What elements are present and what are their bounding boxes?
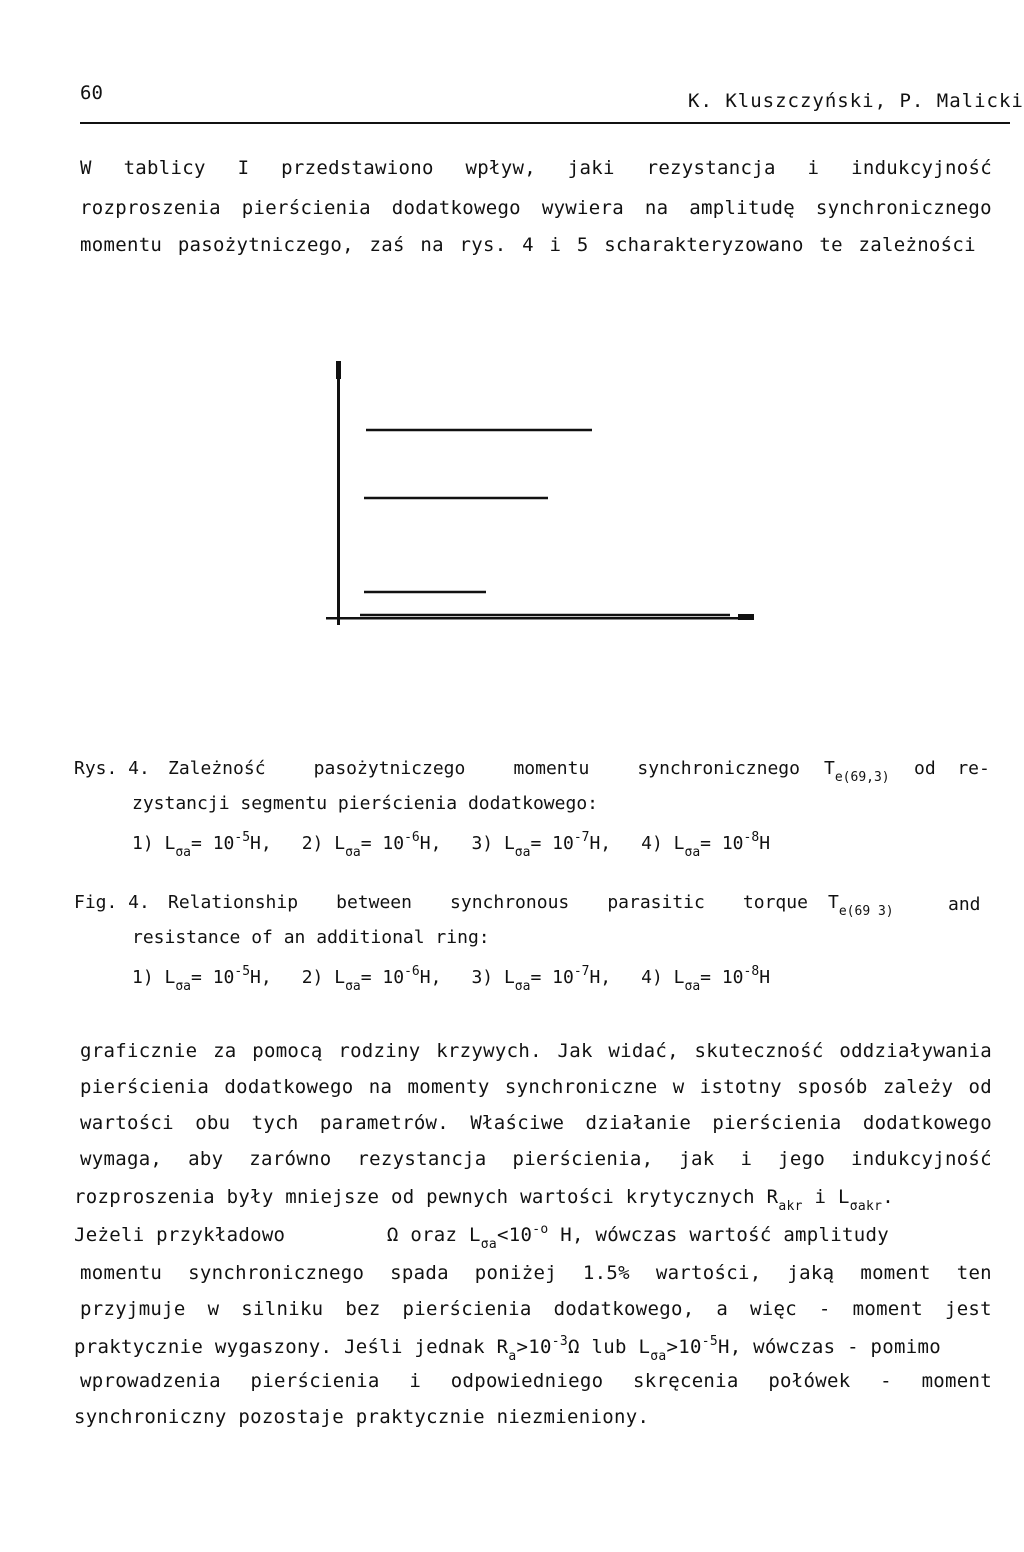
y-axis <box>337 363 340 625</box>
word: te <box>819 234 843 256</box>
word: zarówno <box>249 1148 332 1170</box>
word: momentu <box>80 234 163 256</box>
word: wywiera <box>541 197 625 219</box>
body-line-11: synchroniczny pozostaje praktycznie niezmieniony. <box>74 1406 650 1428</box>
word: rezystancja <box>646 157 776 179</box>
x-axis-arrow <box>738 614 754 620</box>
x-axis <box>326 617 752 620</box>
word: wymaga, <box>80 1148 163 1170</box>
word: od <box>968 1076 992 1098</box>
caption-en-inductance-list <box>132 964 770 994</box>
caption-pl-line-1 <box>168 758 800 779</box>
word: pasożytniczego, <box>177 234 354 256</box>
caption-en-line-2: resistance of an additional ring: <box>132 927 490 948</box>
word: dodatkowego, <box>553 1298 695 1320</box>
word: wartości <box>80 1112 174 1134</box>
intro-line-2 <box>80 197 992 219</box>
word: momenty <box>407 1076 490 1098</box>
body-line-7 <box>80 1262 992 1284</box>
word: scharakteryzowano <box>604 234 804 256</box>
word: jego <box>778 1148 826 1170</box>
word: rodziny <box>338 1040 421 1062</box>
word: wprowadzenia <box>80 1370 221 1392</box>
word: pierścienia, <box>512 1148 654 1170</box>
body-line-3 <box>80 1112 992 1134</box>
word: oddziaływania <box>839 1040 992 1062</box>
word: i <box>807 157 820 179</box>
word: pierścienia <box>241 197 371 219</box>
word: pomocą <box>252 1040 323 1062</box>
word: W <box>80 157 92 179</box>
figure-4-plot <box>320 355 770 635</box>
word: widać, <box>608 1040 679 1062</box>
intro-line-3 <box>80 234 976 256</box>
word: pierścienia <box>402 1298 532 1320</box>
inductance-item: 3) $L_{\sigma a}= 10^{-7}H$, <box>471 964 612 994</box>
word: moment <box>852 1298 924 1320</box>
inductance-item: 2) $L_{\sigma a}= 10^{-6}H$, <box>301 964 442 994</box>
word: zaś <box>369 234 405 256</box>
caption-en-line-1 <box>168 892 808 913</box>
word: - <box>818 1298 831 1320</box>
word: amplitudę <box>689 197 795 219</box>
caption-pl-inductance-list <box>132 830 770 860</box>
word: w <box>207 1298 220 1320</box>
body-line-1 <box>80 1040 992 1062</box>
word: pierścienia <box>250 1370 380 1392</box>
word: ten <box>956 1262 992 1284</box>
word: synchronous <box>450 892 570 913</box>
inductance-item: 1) $L_{\sigma a}= 10^{-5}H$, <box>132 964 272 994</box>
inductance-item: 3) $L_{\sigma a}= 10^{-7}H$, <box>471 830 612 860</box>
word: 5 <box>576 234 589 256</box>
body-line-8 <box>80 1298 992 1320</box>
word: pierścienia <box>712 1112 842 1134</box>
word: a <box>716 1298 729 1320</box>
word: indukcyjność <box>851 1148 992 1170</box>
word: jest <box>944 1298 992 1320</box>
caption-pl-line-2: zystancji segmentu pierścienia dodatkowego: <box>132 793 598 814</box>
word: bez <box>345 1298 381 1320</box>
word: dodatkowego <box>862 1112 992 1134</box>
word: parametrów. <box>319 1112 450 1134</box>
body-line-10 <box>80 1370 992 1392</box>
word: Właściwe <box>470 1112 565 1134</box>
word: indukcyjność <box>851 157 992 179</box>
word: synchronicznego <box>188 1262 365 1284</box>
intro-line-1 <box>80 157 992 179</box>
word: istotny <box>699 1076 782 1098</box>
word: wpływ, <box>465 157 536 179</box>
running-header-authors: K. Kluszczyński, P. Malicki <box>688 90 1024 112</box>
page-number: 60 <box>80 82 103 104</box>
word: jaką <box>787 1262 835 1284</box>
word: - <box>880 1370 892 1392</box>
inductance-item: 4) $L_{\sigma a}= 10^{-8}H$ <box>641 964 771 994</box>
body-line-6: Jeżeli przykładowo Ω oraz $L_{\sigma a}<10^{-o}$ H, wówczas wartość amplitudy <box>74 1222 889 1252</box>
inductance-item: 2) $L_{\sigma a}= 10^{-6}H$, <box>301 830 442 860</box>
word: i <box>740 1148 753 1170</box>
word: połówek <box>768 1370 851 1392</box>
word: momentu <box>80 1262 163 1284</box>
word: krzywych. <box>436 1040 542 1062</box>
header-rule <box>80 122 1010 124</box>
word: przedstawiono <box>281 157 434 179</box>
word: w <box>672 1076 685 1098</box>
word: Relationship <box>168 892 299 913</box>
word: parasitic <box>607 892 705 913</box>
inductance-item: 1) $L_{\sigma a}= 10^{-5}H$, <box>132 830 272 860</box>
word: zależy <box>882 1076 954 1098</box>
word: rezystancja <box>357 1148 487 1170</box>
caption-pl-label: Rys. 4. <box>74 758 150 779</box>
word: i <box>549 234 562 256</box>
word: jaki <box>567 157 615 179</box>
word: pasożytniczego <box>313 758 466 779</box>
word: działanie <box>585 1112 692 1134</box>
inductance-item: 4) $L_{\sigma a}= 10^{-8}H$ <box>641 830 771 860</box>
word: rys. <box>459 234 507 256</box>
word: poniżej <box>474 1262 557 1284</box>
word: synchronicznego <box>815 197 992 219</box>
word: odpowiedniego <box>450 1370 604 1392</box>
word: torque <box>742 892 808 913</box>
word: moment <box>921 1370 992 1392</box>
word: dodatkowego <box>224 1076 354 1098</box>
caption-en-torque-symbol: $T_{e(69 3)}$ <box>828 892 894 919</box>
word: za <box>213 1040 237 1062</box>
word: dodatkowego <box>391 197 521 219</box>
word: i <box>409 1370 422 1392</box>
caption-pl-line-1-tail: od re- <box>914 758 990 779</box>
y-axis-arrow <box>336 361 341 379</box>
word: graficznie <box>80 1040 198 1062</box>
word: skuteczność <box>694 1040 824 1062</box>
word: moment <box>860 1262 931 1284</box>
word: Zależność <box>168 758 266 779</box>
word: jak <box>679 1148 715 1170</box>
word: więc <box>750 1298 797 1320</box>
word: pierścienia <box>80 1076 210 1098</box>
word: przyjmuje <box>80 1298 186 1320</box>
word: aby <box>188 1148 224 1170</box>
word: between <box>336 892 412 913</box>
caption-en-label: Fig. 4. <box>74 892 150 913</box>
word: na <box>368 1076 393 1098</box>
word: zależności <box>858 234 976 256</box>
word: tablicy <box>123 157 206 179</box>
caption-en-line-1-tail: and <box>948 894 981 915</box>
body-line-9: praktycznie wygaszony. Jeśli jednak $R_a>10^{-3}\Omega$ lub $L_{\sigma a}>10^{-5}H$, wówczas - pomimo <box>74 1334 941 1364</box>
caption-pl-torque-symbol: $T_{e(69,3)}$ <box>824 758 890 785</box>
body-line-5: rozproszenia były mniejsze od pewnych wartości krytycznych $R_{akr}$ i $L_{\sigma akr}$. <box>74 1186 895 1214</box>
word: Jak <box>557 1040 593 1062</box>
word: wartości, <box>655 1262 762 1284</box>
word: 4 <box>522 234 534 256</box>
word: na <box>420 234 444 256</box>
word: sposób <box>797 1076 868 1098</box>
word: obu <box>195 1112 231 1134</box>
body-line-4 <box>80 1148 992 1170</box>
word: tych <box>251 1112 299 1134</box>
word: I <box>237 157 250 179</box>
word: rozproszenia <box>80 197 221 219</box>
body-line-2 <box>80 1076 992 1098</box>
word: synchronicznego <box>637 758 800 779</box>
word: 1.5% <box>582 1262 630 1284</box>
word: silniku <box>241 1298 324 1320</box>
word: spada <box>390 1262 449 1284</box>
word: synchroniczne <box>504 1076 658 1098</box>
word: momentu <box>513 758 590 779</box>
word: na <box>644 197 669 219</box>
word: skręcenia <box>633 1370 739 1392</box>
